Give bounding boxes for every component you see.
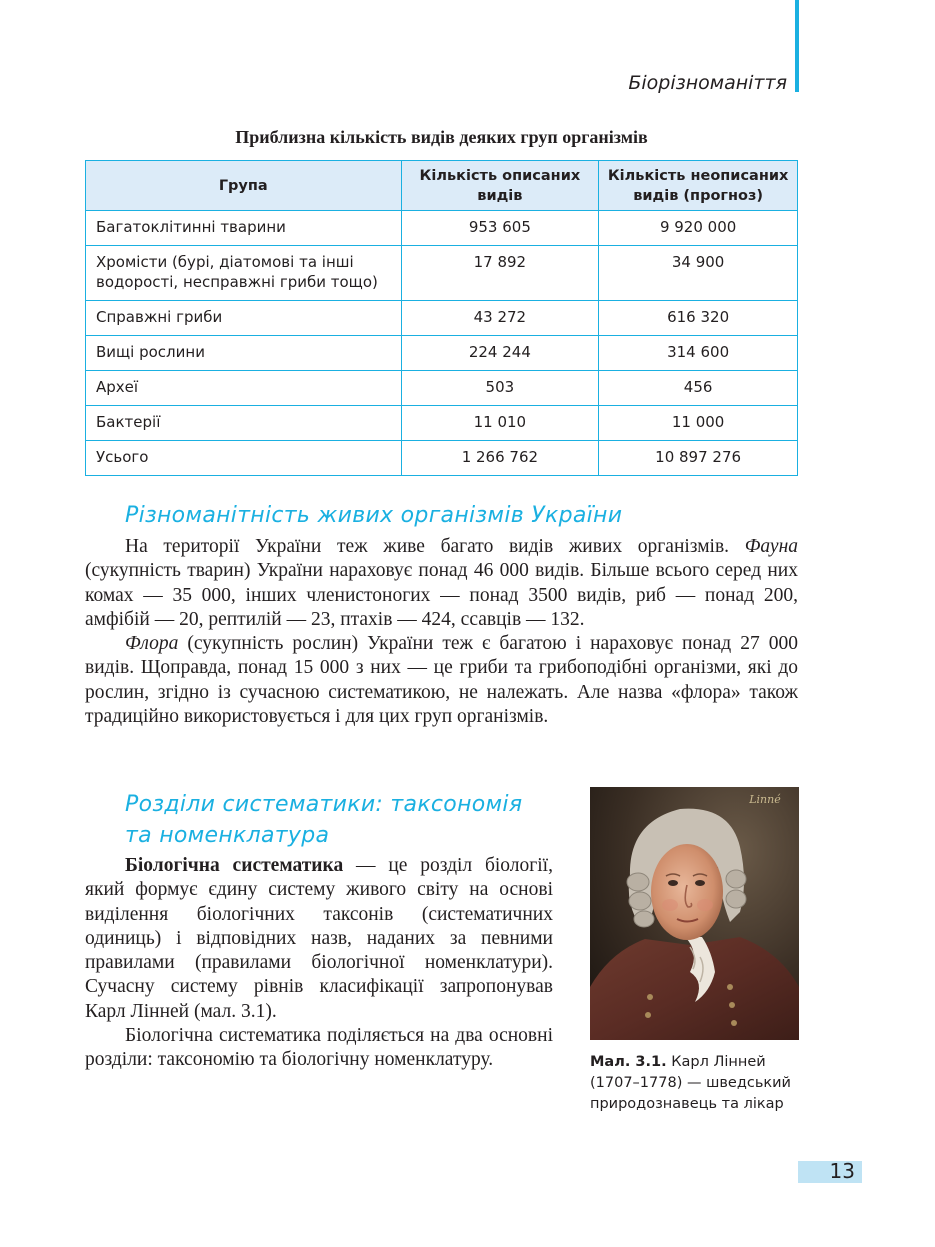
undescribed-cell: 616 320	[599, 301, 798, 336]
paragraph-flora	[85, 632, 798, 729]
described-cell: 17 892	[401, 246, 599, 301]
group-cell: Справжні гриби	[86, 301, 402, 336]
column-header-group: Група	[86, 161, 402, 211]
undescribed-cell: 10 897 276	[599, 441, 798, 476]
table-row	[86, 406, 798, 441]
undescribed-cell: 11 000	[599, 406, 798, 441]
figure-caption	[590, 1052, 805, 1115]
running-header-title: Біорізноманіття	[628, 72, 787, 94]
paragraph-systematics-definition	[85, 854, 553, 1024]
group-cell: Усього	[86, 441, 402, 476]
described-cell: 11 010	[401, 406, 599, 441]
table-row	[86, 246, 798, 301]
described-cell: 1 266 762	[401, 441, 599, 476]
section-heading-systematics-line2: та номенклатура	[125, 823, 330, 848]
paragraph-text: — це розділ біології, який формує єдину систему живого світу на основі виділення біологічних таксонів (систематичних одиниць) і відповідних назв, наданих за певними правилами (правилами біологічної номенклатури). Сучасну систему рівнів класифікації запропонував Карл Лінней (мал. 3.1).	[85, 855, 553, 1022]
section-heading-systematics-line1: Розділи систематики: таксономія	[125, 792, 523, 817]
caption-label: Мал. 3.1.	[590, 1054, 667, 1070]
column-header-described: Кількість описаних видів	[401, 161, 599, 211]
group-cell: Археї	[86, 371, 402, 406]
paragraph-systematics-divisions: Біологічна систематика поділяється на два основні розділи: таксономію та біологічну номенклатуру.	[85, 1025, 553, 1071]
described-cell: 224 244	[401, 336, 599, 371]
undescribed-cell: 314 600	[599, 336, 798, 371]
undescribed-cell: 456	[599, 371, 798, 406]
page-number: 13	[829, 1159, 855, 1183]
paragraph-lead: На території України теж живе багато видів живих організмів.	[125, 536, 730, 557]
paragraph-fauna	[85, 535, 798, 632]
portrait-signature: Linné	[749, 793, 781, 806]
term-biological-systematics: Біологічна систематика	[125, 855, 344, 876]
table-total-row	[86, 441, 798, 476]
table-header-row	[86, 161, 798, 211]
table-row	[86, 336, 798, 371]
species-count-table	[85, 160, 798, 476]
group-cell: Бактерії	[86, 406, 402, 441]
undescribed-cell: 9 920 000	[599, 211, 798, 246]
section-systematics-body	[85, 854, 553, 1073]
described-cell: 43 272	[401, 301, 599, 336]
column-header-undescribed: Кількість неописаних видів (прогноз)	[599, 161, 798, 211]
term-fauna: Фауна	[744, 536, 798, 557]
described-cell: 953 605	[401, 211, 599, 246]
caption-text: Карл Лінней (1707–1778) — шведський природознавець та лікар	[590, 1054, 791, 1112]
table-row	[86, 371, 798, 406]
group-cell: Хромісти (бурі, діатомові та інші водорості, несправжні гриби тощо)	[86, 246, 402, 301]
section-ukraine-body	[85, 535, 798, 729]
table-row	[86, 211, 798, 246]
paragraph-text: (сукупність рослин) України теж є багатою і нараховує понад 27 000 видів. Щоправда, понад 15 000 з них — це гриби та грибоподібні організми, які до рослин, згідно із сучасною систематикою, не належать. Але назва «флора» також традиційно використовується і для цих груп організмів.	[85, 633, 798, 728]
table-row	[86, 301, 798, 336]
section-heading-ukraine-diversity: Різноманітність живих організмів України	[125, 503, 623, 528]
described-cell: 503	[401, 371, 599, 406]
group-cell: Вищі рослини	[86, 336, 402, 371]
group-cell: Багатоклітинні тварини	[86, 211, 402, 246]
undescribed-cell: 34 900	[599, 246, 798, 301]
portrait-image	[590, 787, 799, 1040]
paragraph-text: (сукупність тварин) України нараховує понад 46 000 видів. Більше всього серед них комах — 35 000, інших членистоногих — понад 3500 видів, риб — понад 200, амфібій — 20, рептилій — 23, птахів — 424, ссавців — 132.	[85, 560, 798, 630]
table-title: Приблизна кількість видів деяких груп організмів	[235, 127, 648, 147]
term-flora: Флора	[125, 633, 179, 655]
header-accent-bar	[795, 0, 799, 92]
